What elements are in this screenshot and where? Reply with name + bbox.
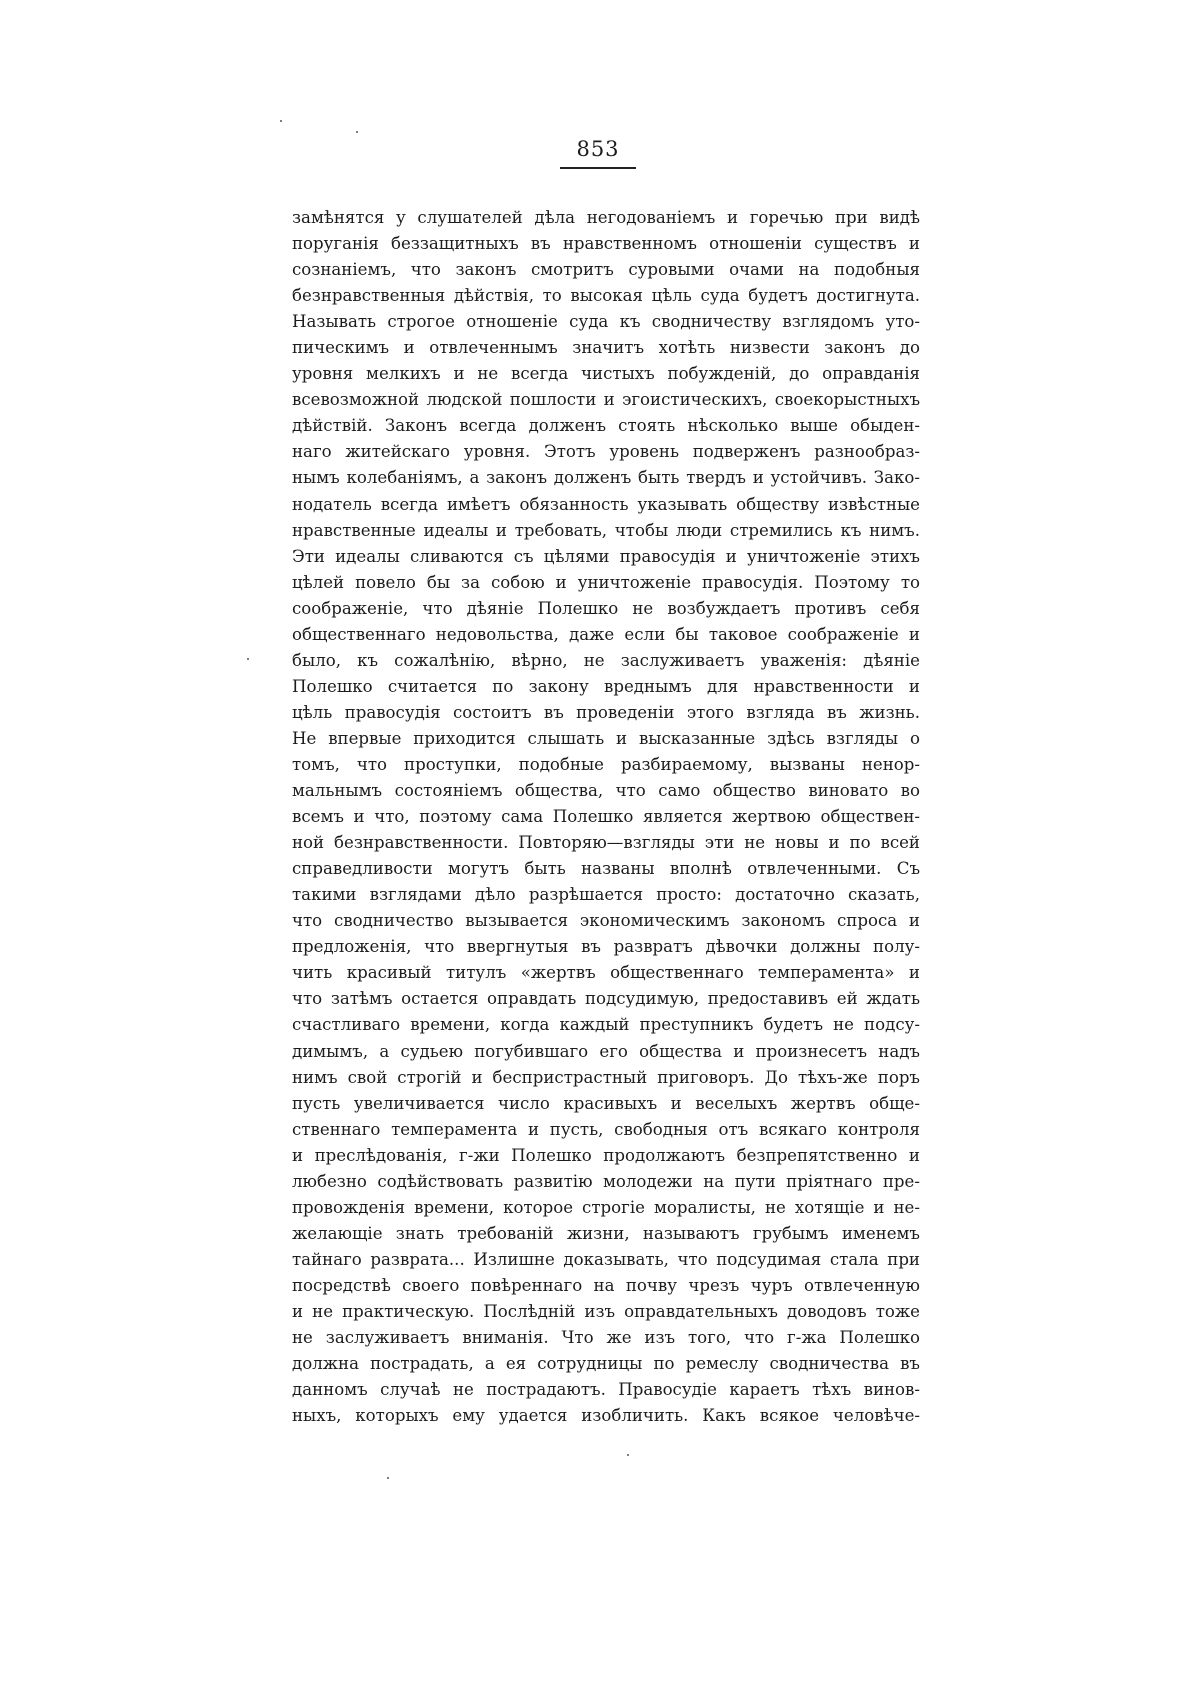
text-line: пическимъ и отвлеченнымъ значитъ хотѣть низвести законъ до	[292, 338, 920, 358]
text-line: дѣйствій. Законъ всегда долженъ стоять нѣсколько выше обыден-	[292, 416, 920, 436]
text-line: Не впервые приходится слышать и высказанные здѣсь взгляды о	[292, 728, 920, 748]
paper-speck	[627, 1454, 629, 1456]
text-line: уровня мелкихъ и не всегда чистыхъ побужденій, до оправданія	[292, 364, 920, 384]
text-line: нодатель всегда имѣетъ обязанность указывать обществу извѣстные	[292, 494, 920, 514]
text-line: провожденія времени, которое строгіе моралисты, не хотящіе и не-	[292, 1197, 920, 1217]
text-line: пусть увеличивается число красивыхъ и веселыхъ жертвъ обще-	[292, 1093, 920, 1113]
text-line: ственнаго темперамента и пусть, свободныя отъ всякаго контроля	[292, 1119, 920, 1139]
text-line: справедливости могутъ быть названы вполнѣ отвлеченными. Съ	[292, 859, 920, 879]
body-text	[292, 205, 920, 1429]
text-line: цѣль правосудія состоитъ въ проведеніи этого взгляда въ жизнь.	[292, 702, 920, 722]
text-line: всевозможной людской пошлости и эгоистическихъ, своекорыстныхъ	[292, 390, 920, 410]
text-line: общественнаго недовольства, даже если бы таковое соображеніе и	[292, 624, 920, 644]
text-line: ныхъ, которыхъ ему удается изобличить. Какъ всякое человѣче-	[292, 1406, 920, 1426]
text-line: томъ, что проступки, подобные разбираемому, вызваны ненор-	[292, 754, 920, 774]
text-line: цѣлей повело бы за собою и уничтоженіе правосудія. Поэтому то	[292, 572, 920, 592]
paper-speck	[247, 658, 249, 660]
text-line: тайнаго разврата... Излишне доказывать, что подсудимая стала при	[292, 1249, 920, 1269]
text-line: не заслуживаетъ вниманія. Что же изъ того, что г-жа Полешко	[292, 1328, 920, 1348]
text-line: ной безнравственности. Повторяю—взгляды эти не новы и по всей	[292, 833, 920, 853]
text-line: данномъ случаѣ не пострадаютъ. Правосудіе караетъ тѣхъ винов-	[292, 1380, 920, 1400]
text-line: любезно содѣйствовать развитію молодежи на пути пріятнаго пре-	[292, 1171, 920, 1191]
text-line: посредствѣ своего повѣреннаго на почву чрезъ чуръ отвлеченную	[292, 1275, 920, 1295]
text-line: желающіе знать требованій жизни, называютъ грубымъ именемъ	[292, 1223, 920, 1243]
text-line: нымъ колебаніямъ, а законъ долженъ быть твердъ и устойчивъ. Зако-	[292, 468, 920, 488]
text-line: и преслѣдованія, г-жи Полешко продолжаютъ безпрепятственно и	[292, 1145, 920, 1165]
text-line: такими взглядами дѣло разрѣшается просто: достаточно сказать,	[292, 885, 920, 905]
text-line: было, къ сожалѣнію, вѣрно, не заслуживаетъ уваженія: дѣяніе	[292, 650, 920, 670]
text-line: что затѣмъ остается оправдать подсудимую, предоставивъ ей ждать	[292, 989, 920, 1009]
text-line: предложенія, что ввергнутыя въ развратъ дѣвочки должны полу-	[292, 937, 920, 957]
text-line: чить красивый титулъ «жертвъ общественнаго темперамента» и	[292, 963, 920, 983]
text-line: и не практическую. Послѣдній изъ оправдательныхъ доводовъ тоже	[292, 1301, 920, 1321]
paper-speck	[280, 120, 282, 122]
text-line: замѣнятся у слушателей дѣла негодованіемъ и горечью при видѣ	[292, 208, 920, 227]
paper-speck	[387, 1477, 389, 1479]
text-line: димымъ, а судьею погубившаго его общества и произнесетъ надъ	[292, 1041, 920, 1061]
text-line: всемъ и что, поэтому сама Полешко является жертвою обществен-	[292, 807, 920, 827]
text-line: должна пострадать, а ея сотрудницы по ремеслу сводничества въ	[292, 1354, 920, 1374]
text-line: нравственные идеалы и требовать, чтобы люди стремились къ нимъ.	[292, 520, 920, 540]
text-line: поруганія беззащитныхъ въ нравственномъ отношеніи существъ и	[292, 234, 920, 254]
text-line: счастливаго времени, когда каждый преступникъ будетъ не подсу-	[292, 1015, 920, 1035]
text-line: мальнымъ состояніемъ общества, что само общество виновато во	[292, 781, 920, 801]
text-line: соображеніе, что дѣяніе Полешко не возбуждаетъ противъ себя	[292, 598, 920, 618]
text-line: сознаніемъ, что законъ смотритъ суровыми очами на подобныя	[292, 260, 920, 280]
paper-speck	[356, 131, 358, 133]
text-line: наго житейскаго уровня. Этотъ уровень подверженъ разнообраз-	[292, 442, 920, 462]
page-number-rule	[560, 167, 636, 169]
page-number: 853	[576, 137, 620, 161]
text-line: нимъ свой строгій и беспристрастный приговоръ. До тѣхъ-же поръ	[292, 1067, 920, 1087]
text-line: Эти идеалы сливаются съ цѣлями правосудія и уничтоженіе этихъ	[292, 546, 920, 566]
text-line: Называть строгое отношеніе суда къ сводничеству взглядомъ уто-	[292, 312, 920, 332]
text-line: Полешко считается по закону вреднымъ для нравственности и	[292, 676, 920, 696]
text-line: безнравственныя дѣйствія, то высокая цѣль суда будетъ достигнута.	[292, 286, 920, 306]
text-line: что сводничество вызывается экономическимъ закономъ спроса и	[292, 911, 920, 931]
